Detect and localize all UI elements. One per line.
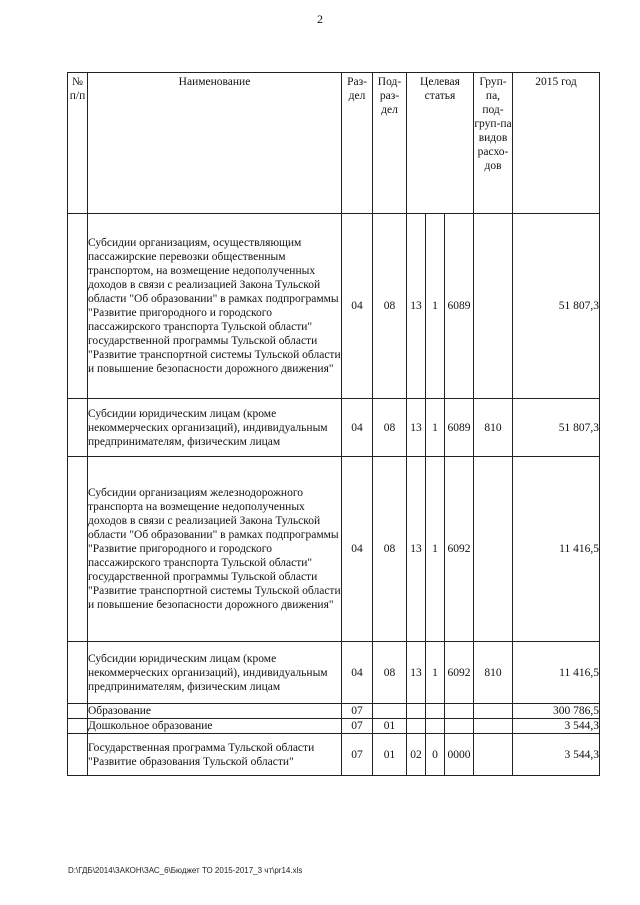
cell-razdel: 04 bbox=[342, 457, 373, 642]
cell-name: Дошкольное образование bbox=[88, 719, 342, 734]
cell-name: Государственная программа Тульской области "Развитие образования Тульской области" bbox=[88, 734, 342, 776]
cell-cs-subprogram bbox=[426, 719, 445, 734]
cell-gruppa bbox=[474, 457, 513, 642]
cell-cs-direction: 6092 bbox=[445, 457, 474, 642]
cell-name: Субсидии организациям, осуществляющим пассажирские перевозки общественным транспортом, на возмещение недополученных доходов в связи с реализацией Закона Тульской области "Об образовании" в рамках подпрограммы "Развитие пригородного и городского пассажирского транспорта Тульской области" государственной программы Тульской области "Развитие транспортной системы Тульской области и повышение безопасности дорожного движения" bbox=[88, 214, 342, 399]
cell-cs-subprogram: 1 bbox=[426, 214, 445, 399]
cell-cs-subprogram: 1 bbox=[426, 457, 445, 642]
cell-razdel: 04 bbox=[342, 642, 373, 704]
cell-gruppa bbox=[474, 719, 513, 734]
cell-amount: 51 807,3 bbox=[513, 399, 600, 457]
cell-cs-subprogram: 0 bbox=[426, 734, 445, 776]
cell-razdel: 07 bbox=[342, 704, 373, 719]
cell-num bbox=[68, 642, 88, 704]
cell-cs-program bbox=[407, 704, 426, 719]
cell-cs-subprogram: 1 bbox=[426, 399, 445, 457]
table-row bbox=[68, 704, 600, 719]
cell-cs-program: 13 bbox=[407, 457, 426, 642]
cell-num bbox=[68, 457, 88, 642]
cell-gruppa bbox=[474, 734, 513, 776]
cell-razdel: 07 bbox=[342, 734, 373, 776]
cell-num bbox=[68, 734, 88, 776]
table-row bbox=[68, 457, 600, 642]
cell-amount: 300 786,5 bbox=[513, 704, 600, 719]
cell-cs-direction bbox=[445, 704, 474, 719]
cell-num bbox=[68, 399, 88, 457]
file-path-footer: D:\ГДБ\2014\ЗАКОН\ЗАС_6\Бюджет ТО 2015-2017_3 чт\pr14.xls bbox=[68, 866, 303, 875]
cell-cs-subprogram bbox=[426, 704, 445, 719]
header-razdel: Раз-дел bbox=[342, 73, 373, 214]
cell-razdel: 07 bbox=[342, 719, 373, 734]
header-gruppa: Груп-па, под-груп-па видов расхо-дов bbox=[474, 73, 513, 214]
cell-name: Субсидии юридическим лицам (кроме некоммерческих организаций), индивидуальным предпринимателям, физическим лицам bbox=[88, 399, 342, 457]
cell-num bbox=[68, 719, 88, 734]
cell-gruppa: 810 bbox=[474, 642, 513, 704]
cell-cs-program: 02 bbox=[407, 734, 426, 776]
header-podrazdel: Под-раз-дел bbox=[373, 73, 407, 214]
page-number: 2 bbox=[317, 12, 323, 26]
cell-gruppa bbox=[474, 214, 513, 399]
cell-amount: 11 416,5 bbox=[513, 457, 600, 642]
cell-podrazdel: 08 bbox=[373, 214, 407, 399]
cell-cs-program: 13 bbox=[407, 642, 426, 704]
cell-num bbox=[68, 214, 88, 399]
header-num: № п/п bbox=[68, 73, 88, 214]
cell-cs-direction: 0000 bbox=[445, 734, 474, 776]
table-row bbox=[68, 214, 600, 399]
cell-cs-subprogram: 1 bbox=[426, 642, 445, 704]
cell-gruppa: 810 bbox=[474, 399, 513, 457]
cell-cs-direction: 6089 bbox=[445, 399, 474, 457]
table-row bbox=[68, 399, 600, 457]
table-row bbox=[68, 642, 600, 704]
cell-amount: 3 544,3 bbox=[513, 734, 600, 776]
cell-podrazdel: 01 bbox=[373, 719, 407, 734]
cell-podrazdel bbox=[373, 704, 407, 719]
header-celevaya: Целевая статья bbox=[407, 73, 474, 214]
cell-amount: 51 807,3 bbox=[513, 214, 600, 399]
table-row bbox=[68, 719, 600, 734]
cell-name: Образование bbox=[88, 704, 342, 719]
cell-podrazdel: 08 bbox=[373, 399, 407, 457]
budget-table bbox=[67, 72, 600, 776]
cell-num bbox=[68, 704, 88, 719]
cell-cs-direction: 6089 bbox=[445, 214, 474, 399]
cell-razdel: 04 bbox=[342, 399, 373, 457]
cell-podrazdel: 08 bbox=[373, 457, 407, 642]
cell-podrazdel: 01 bbox=[373, 734, 407, 776]
cell-razdel: 04 bbox=[342, 214, 373, 399]
cell-amount: 3 544,3 bbox=[513, 719, 600, 734]
table-row bbox=[68, 734, 600, 776]
header-year: 2015 год bbox=[513, 73, 600, 214]
cell-cs-program: 13 bbox=[407, 214, 426, 399]
cell-cs-direction bbox=[445, 719, 474, 734]
cell-podrazdel: 08 bbox=[373, 642, 407, 704]
cell-gruppa bbox=[474, 704, 513, 719]
cell-cs-program bbox=[407, 719, 426, 734]
header-name: Наименование bbox=[88, 73, 342, 214]
cell-name: Субсидии организациям железнодорожного транспорта на возмещение недополученных доходов в связи с реализацией Закона Тульской области "Об образовании" в рамках подпрограммы "Развитие пригородного и городского пассажирского транспорта Тульской области" государственной программы Тульской области "Развитие транспортной системы Тульской области и повышение безопасности дорожного движения" bbox=[88, 457, 342, 642]
cell-cs-program: 13 bbox=[407, 399, 426, 457]
cell-amount: 11 416,5 bbox=[513, 642, 600, 704]
cell-name: Субсидии юридическим лицам (кроме некоммерческих организаций), индивидуальным предпринимателям, физическим лицам bbox=[88, 642, 342, 704]
table-header-row bbox=[68, 73, 600, 214]
cell-cs-direction: 6092 bbox=[445, 642, 474, 704]
